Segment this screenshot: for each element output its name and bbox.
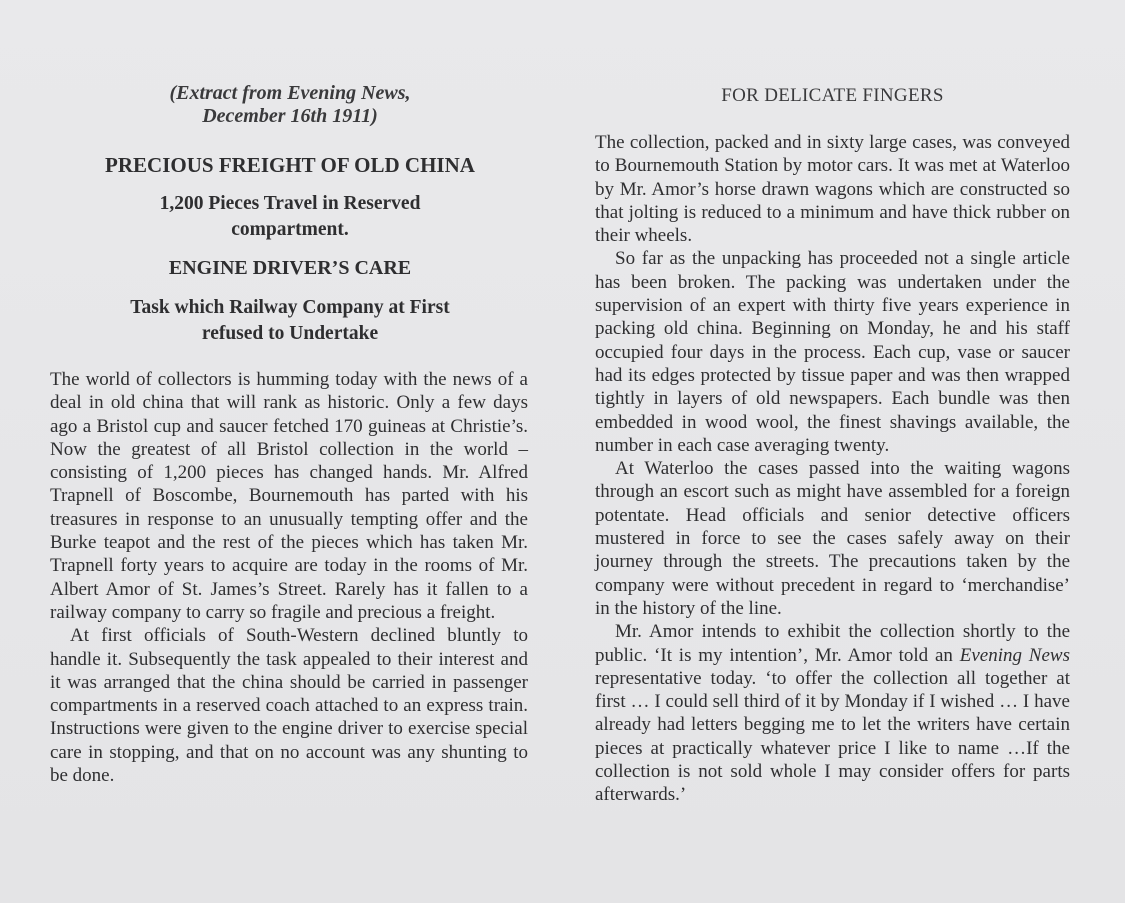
left-paragraph-1: The world of collectors is humming today with the news of a deal in old china that will rank as historic. Only a few days ago a Bristol cup and saucer fetched 170 guineas at Christie’s. Now the greatest of all Bristol collection in the world – consisting of 1,200 pieces has changed hands. Mr. Alfred Trapnell of Boscombe, Bournemouth has parted with his treasures in response to an unusually tempting offer and the Burke teapot and the rest of the pieces which has taken Mr. Trapnell forty years to acquire are today in the rooms of Mr. Albert Amor of St. James’s Street. Rarely has it fallen to a railway company to carry so fragile and precious a freight. (50, 369, 528, 623)
extract-note (50, 82, 530, 128)
section-heading: ENGINE DRIVER’S CARE (168, 257, 412, 279)
extract-line-1: (Extract from Evening News, (169, 82, 411, 104)
right-article-body (595, 131, 1070, 807)
subheadline (50, 191, 530, 243)
left-article-body (50, 368, 528, 787)
extract-line-2: December 16th 1911) (202, 105, 378, 127)
right-section-title: FOR DELICATE FINGERS (721, 85, 944, 106)
subheadline-line-1: 1,200 Pieces Travel in Reserved (159, 193, 421, 214)
right-paragraph-2: So far as the unpacking has proceeded not a single article has been broken. The packing was undertaken under the supervision of an expert with thirty five years experience in packing old china. Beginning on Monday, he and his staff occupied four days in the process. Each cup, vase or saucer had its edges protected by tissue paper and was then wrapped tightly in layers of old newspapers. Each bundle was then embedded in wood wool, the finest shavings available, the number in each case averaging twenty. (595, 248, 1070, 456)
right-paragraph-4 (595, 620, 1070, 806)
task-heading (50, 295, 530, 347)
headline: PRECIOUS FREIGHT OF OLD CHINA (105, 153, 475, 177)
subheadline-line-2: compartment. (231, 219, 349, 240)
right-paragraph-4-end: representative today. ‘to offer the collection all together at first … I could sell third of it by Monday if I wished … I have already had letters begging me to let the writers have certain pieces at practically whatever price I like to name …If the collection is not sold whole I may consider offers for parts afterwards.’ (595, 667, 1070, 806)
right-paragraph-3: At Waterloo the cases passed into the waiting wagons through an escort such as might have assembled for a foreign potentate. Head officials and senior detective officers mustered in force to see the cases safely away on their journey through the streets. The precautions taken by the company were without precedent in regard to ‘merchandise’ in the history of the line. (595, 458, 1070, 619)
left-paragraph-2: At first officials of South-Western declined bluntly to handle it. Subsequently the task appealed to their interest and it was arranged that the china should be carried in passenger compartments in a reserved coach attached to an express train. Instructions were given to the engine driver to exercise special care in stopping, and that on no account was any shunting to be done. (50, 625, 528, 787)
evening-news-title: Evening News (959, 644, 1070, 666)
task-heading-line-1: Task which Railway Company at First (130, 297, 450, 318)
task-heading-line-2: refused to Undertake (201, 323, 379, 344)
right-paragraph-4-start: Mr. Amor intends to exhibit the collection shortly to the public. ‘It is my intention’, Mr. Amor told an (595, 621, 1070, 666)
right-paragraph-1: The collection, packed and in sixty large cases, was conveyed to Bournemouth Station by motor cars. It was met at Waterloo by Mr. Amor’s horse drawn wagons which are constructed so that jolting is reduced to a minimum and have thick rubber on their wheels. (595, 132, 1070, 247)
